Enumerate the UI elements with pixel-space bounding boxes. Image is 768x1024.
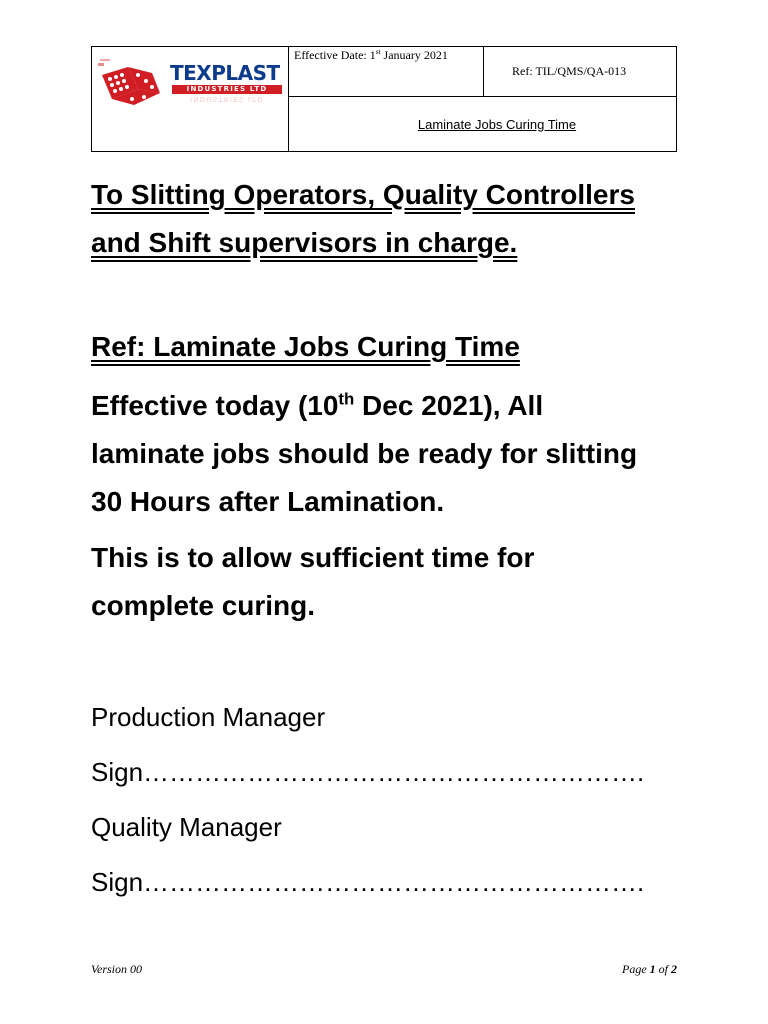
signature-line: Sign…………………………………………………. [91,867,645,897]
reference-line: Ref: Laminate Jobs Curing Time [91,331,520,362]
signature-role: Quality Manager [91,812,282,842]
texplast-logo [98,59,280,114]
logo-subtitle: INDUSTRIES LTD [172,85,282,94]
logo-subtitle-reflection: INDUSTRIES LTD [190,95,264,103]
addressee: To Slitting Operators, Quality Controllers and Shift supervisors in charge. [91,179,635,258]
logo-cell [92,47,289,151]
signature-role: Production Manager [91,702,326,732]
version-label: Version 00 [91,962,142,976]
document-title: Laminate Jobs Curing Time [417,116,577,132]
reason-text: This is to allow sufficient time for complete curing. [91,542,535,621]
logo-wordmark: TEXPLAST [170,61,280,85]
document-ref: Ref: TIL/QMS/QA-013 [484,47,676,97]
effective-notice: Effective today (10th Dec 2021), All laminate jobs should be ready for slitting 30 Hours after Lamination. [91,389,638,517]
page-number: Page 1 of 2 [622,962,677,976]
effective-date: Effective Date: 1st January 2021 [288,47,484,97]
dice-logo-icon [98,59,170,109]
document-header-table [91,46,677,152]
signature-line: Sign…………………………………………………. [91,757,645,787]
